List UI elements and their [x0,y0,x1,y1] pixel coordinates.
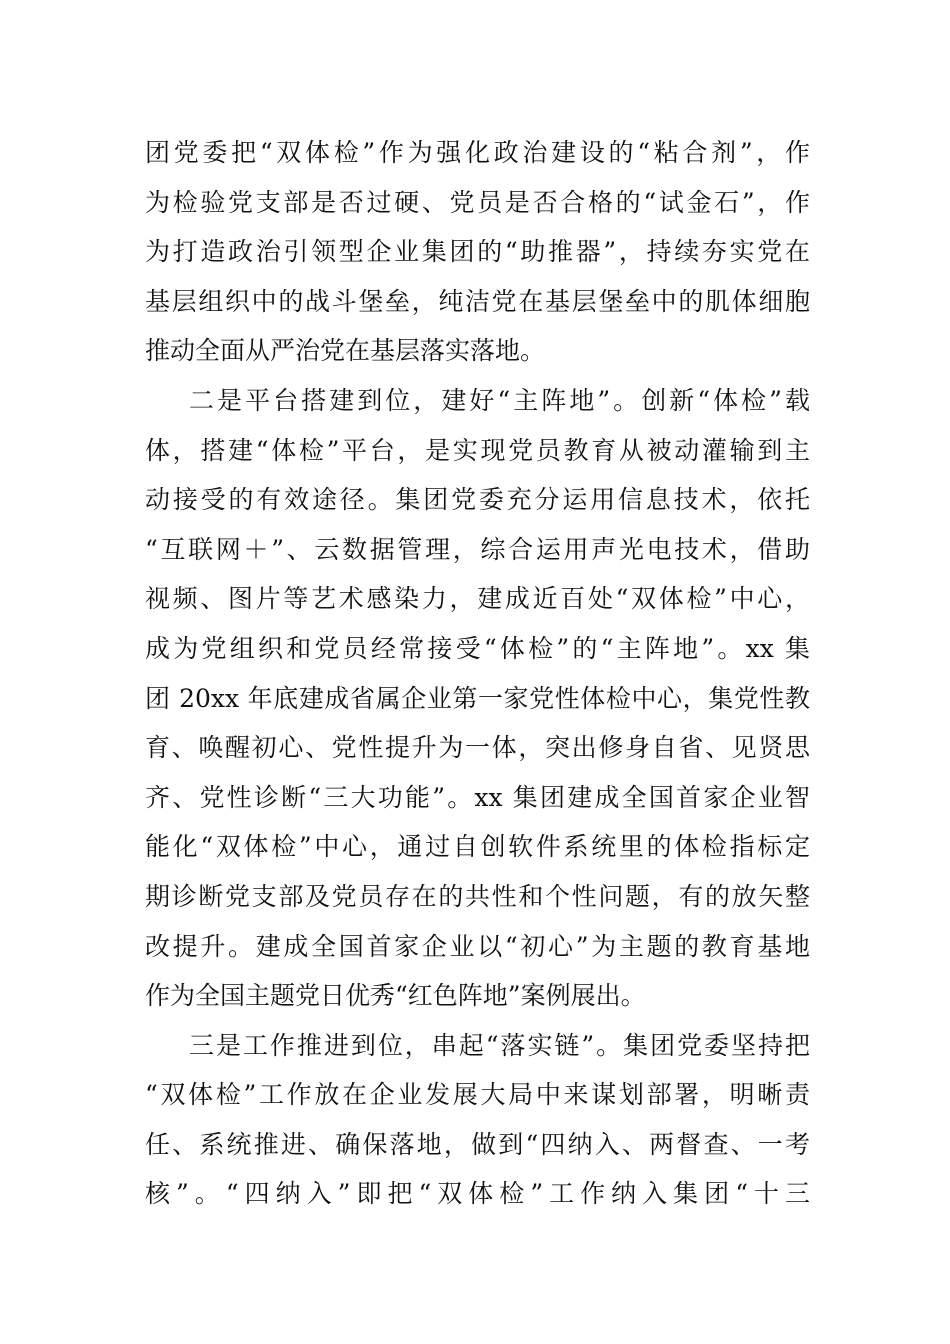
text-line: 团 20xx 年底建成省属企业第一家党性体检中心，集党性教 [145,683,810,713]
text-line: 核”。“四纳入”即把“双体检”工作纳入集团“十三 [145,1179,810,1209]
text-line: 视频、图片等艺术感染力，建成近百处“双体检”中心， [145,584,810,614]
text-line: 为检验党支部是否过硬、党员是否合格的“试金石”，作 [145,187,810,217]
text-line: 动接受的有效途径。集团党委充分运用信息技术，依托 [145,485,810,515]
text-line: 成为党组织和党员经常接受“体检”的“主阵地”。xx 集 [145,633,810,663]
text-line: 体，搭建“体检”平台，是实现党员教育从被动灌输到主 [145,435,810,465]
text-line: 改提升。建成全国首家企业以“初心”为主题的教育基地 [145,931,810,961]
text-line: 为打造政治引领型企业集团的“助推器”，持续夯实党在 [145,237,810,267]
text-line: “互联网＋”、云数据管理，综合运用声光电技术，借助 [145,534,810,564]
paragraph-start-line: 三是工作推进到位，串起“落实链”。集团党委坚持把 [189,1030,810,1060]
text-line: 作为全国主题党日优秀“红色阵地”案例展出。 [145,981,646,1011]
text-line: 团党委把“双体检”作为强化政治建设的“粘合剂”，作 [145,138,810,167]
text-line: 基层组织中的战斗堡垒，纯洁党在基层堡垒中的肌体细胞 [145,286,810,316]
text-line: 能化“双体检”中心，通过自创软件系统里的体检指标定 [145,832,810,862]
text-line: 推动全面从严治党在基层落实落地。 [145,336,546,366]
text-line: “双体检”工作放在企业发展大局中来谋划部署，明晰责 [145,1080,810,1110]
text-line: 任、系统推进、确保落地，做到“四纳入、两督查、一考 [145,1129,810,1159]
text-line: 期诊断党支部及党员存在的共性和个性问题，有的放矢整 [145,881,810,911]
text-line: 齐、党性诊断“三大功能”。xx 集团建成全国首家企业智 [145,782,810,812]
paragraph-start-line: 二是平台搭建到位，建好“主阵地”。创新“体检”载 [189,385,810,415]
text-line: 育、唤醒初心、党性提升为一体，突出修身自省、见贤思 [145,733,810,763]
document-body [145,128,810,1219]
